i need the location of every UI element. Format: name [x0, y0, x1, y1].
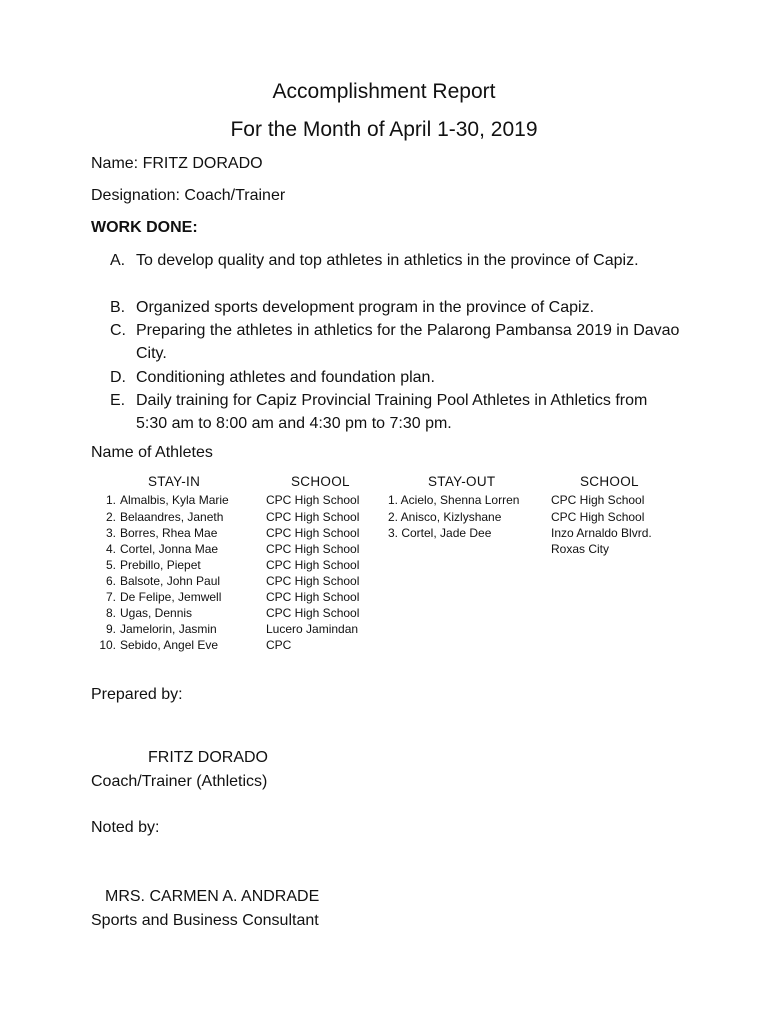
noted-by-title: Sports and Business Consultant [91, 912, 319, 929]
athlete-name: Ugas, Dennis [120, 606, 193, 620]
table-row [94, 557, 201, 573]
work-item-label: A. [110, 252, 126, 269]
table-row [94, 541, 218, 557]
report-subtitle: For the Month of April 1-30, 2019 [230, 118, 538, 141]
work-item-label: D. [110, 369, 126, 386]
work-item-text: To develop quality and top athletes in athletics in the province of Capiz. [136, 252, 639, 269]
athletes-heading: Name of Athletes [91, 444, 213, 461]
work-item-label: B. [110, 299, 126, 316]
work-done-heading: WORK DONE: [91, 219, 198, 236]
table-row [94, 621, 217, 637]
row-number: 5. [105, 558, 116, 572]
work-item [110, 249, 680, 272]
table-row [94, 573, 220, 589]
work-item [110, 296, 680, 319]
work-item-text: Daily training for Capiz Provincial Training Pool Athletes in Athletics from 5:30 am to 8:00 am and 4:30 pm to 7:30 pm. [136, 392, 648, 432]
noted-by-name: MRS. CARMEN A. ANDRADE [105, 888, 320, 905]
school-cell: Lucero Jamindan [266, 622, 359, 636]
row-number: 10. [99, 638, 116, 652]
athlete-name: Balsote, John Paul [120, 574, 221, 588]
athlete-name: Jamelorin, Jasmin [120, 622, 217, 636]
row-number: 4. [105, 542, 116, 556]
school-cell: CPC High School [551, 493, 645, 507]
work-item-label: C. [110, 322, 126, 339]
row-number: 9. [105, 622, 116, 636]
table-row [94, 492, 229, 508]
table-row [94, 509, 223, 525]
work-item-text: Organized sports development program in the province of Capiz. [136, 299, 595, 316]
athlete-name: Prebillo, Piepet [120, 558, 201, 572]
school-cell: CPC High School [266, 606, 360, 620]
school-cell: CPC High School [266, 542, 360, 556]
column-header-school: SCHOOL [291, 474, 350, 489]
row-number: 7. [105, 590, 116, 604]
athlete-name: Almalbis, Kyla Marie [120, 493, 229, 507]
stay-out-athlete: 2. Anisco, Kizlyshane [388, 510, 502, 524]
name-line: Name: FRITZ DORADO [91, 155, 263, 172]
row-number: 1. [105, 493, 116, 507]
school-cell: CPC High School [266, 510, 360, 524]
work-item [110, 389, 680, 435]
work-item [110, 319, 680, 365]
athlete-name: Cortel, Jonna Mae [120, 542, 219, 556]
row-number: 6. [105, 574, 116, 588]
athlete-name: Sebido, Angel Eve [120, 638, 219, 652]
work-item-label: E. [110, 392, 126, 409]
work-item [110, 366, 680, 389]
school-cell: CPC High School [266, 590, 360, 604]
column-header-school-2: SCHOOL [580, 474, 639, 489]
athlete-name: De Felipe, Jemwell [120, 590, 222, 604]
column-header-stay-out: STAY-OUT [428, 474, 496, 489]
school-cell: CPC [266, 638, 292, 652]
prepared-by-name: FRITZ DORADO [148, 749, 268, 766]
school-cell: Roxas City [551, 542, 610, 556]
row-number: 2. [105, 510, 116, 524]
table-row [94, 605, 192, 621]
stay-out-athlete: 3. Cortel, Jade Dee [388, 526, 492, 540]
noted-by-label: Noted by: [91, 819, 160, 836]
athlete-name: Belaandres, Janeth [120, 510, 224, 524]
table-row [94, 637, 218, 653]
stay-out-athlete: 1. Acielo, Shenna Lorren [388, 493, 520, 507]
report-title: Accomplishment Report [272, 80, 496, 103]
school-cell: CPC High School [266, 526, 360, 540]
row-number: 3. [105, 526, 116, 540]
work-item-text: Conditioning athletes and foundation plan. [136, 369, 435, 386]
designation-line: Designation: Coach/Trainer [91, 187, 286, 204]
prepared-by-title: Coach/Trainer (Athletics) [91, 773, 268, 790]
athlete-name: Borres, Rhea Mae [120, 526, 218, 540]
prepared-by-label: Prepared by: [91, 686, 183, 703]
school-cell: Inzo Arnaldo Blvrd. [551, 526, 652, 540]
table-row [94, 589, 221, 605]
table-row [94, 525, 217, 541]
school-cell: CPC High School [266, 558, 360, 572]
school-cell: CPC High School [266, 493, 360, 507]
school-cell: CPC High School [551, 510, 645, 524]
column-header-stay-in: STAY-IN [148, 474, 201, 489]
school-cell: CPC High School [266, 574, 360, 588]
row-number: 8. [105, 606, 116, 620]
work-item-text: Preparing the athletes in athletics for the Palarong Pambansa 2019 in Davao City. [136, 322, 680, 362]
